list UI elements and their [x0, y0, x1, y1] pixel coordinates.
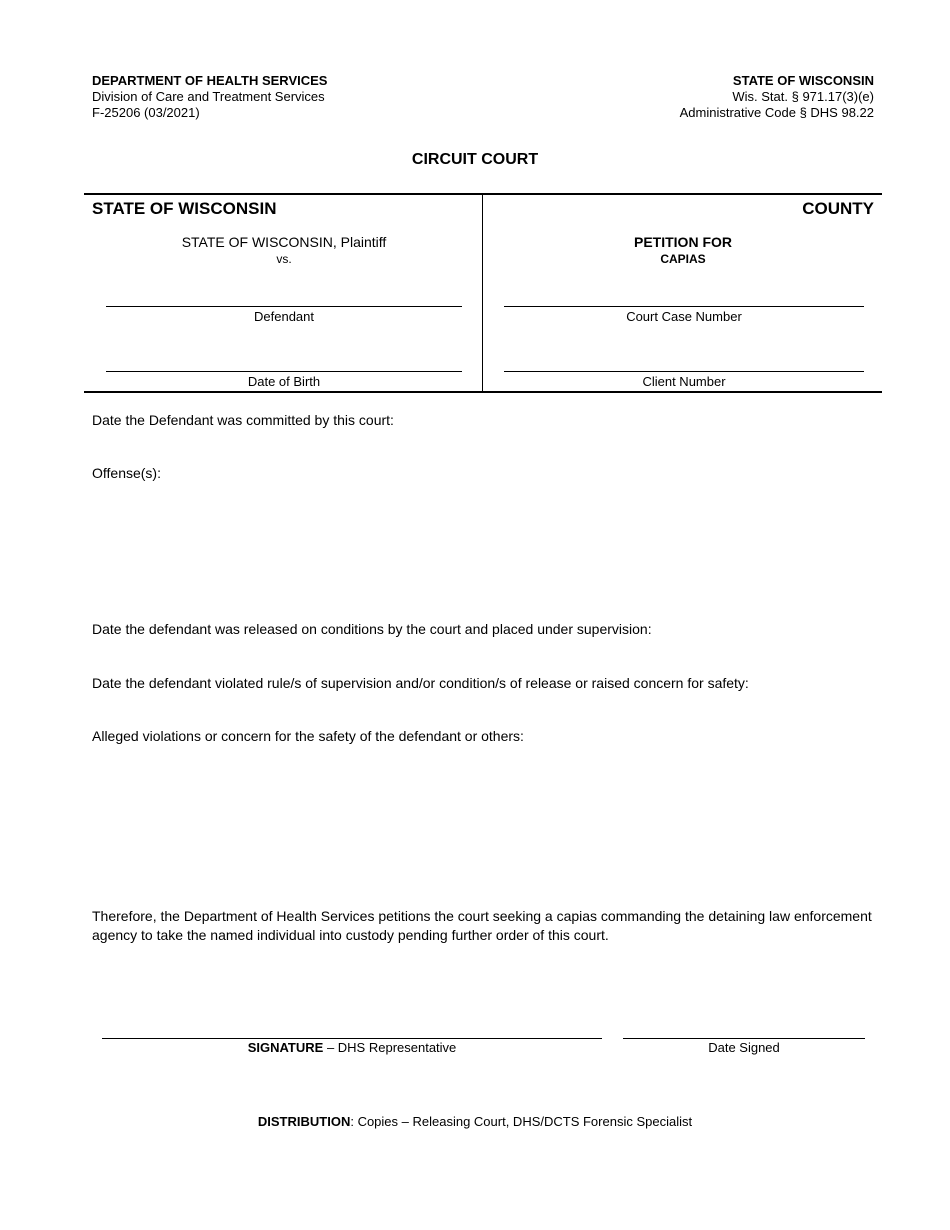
statute-reference: Wis. Stat. § 971.17(3)(e) [732, 89, 874, 104]
client-number-label: Client Number [642, 374, 726, 389]
distribution-note [0, 1114, 950, 1129]
distribution-label-bold: DISTRIBUTION [257, 1114, 351, 1129]
county-label: COUNTY [802, 199, 874, 218]
header-left [92, 73, 327, 121]
court-case-number-label: Court Case Number [626, 309, 742, 324]
caption-state-label: STATE OF WISCONSIN [92, 199, 277, 218]
committed-date-label: Date the Defendant was committed by this court: [92, 412, 394, 428]
signature-label-bold: SIGNATURE [247, 1040, 324, 1055]
vs-label: vs. [276, 252, 292, 266]
date-signed-field[interactable] [623, 1038, 865, 1039]
date-of-birth-field[interactable] [106, 371, 462, 372]
defendant-field[interactable] [106, 306, 462, 307]
released-date-label: Date the defendant was released on conditions by the court and placed under supervision: [92, 621, 652, 637]
violated-date-label: Date the defendant violated rule/s of supervision and/or condition/s of release or raised concern for safety: [92, 675, 749, 691]
capias-label: CAPIAS [660, 252, 706, 266]
court-case-number-field[interactable] [504, 306, 864, 307]
form-number: F-25206 (03/2021) [92, 105, 200, 120]
petition-for-label: PETITION FOR [634, 234, 732, 250]
defendant-label: Defendant [254, 309, 314, 324]
signature-label [102, 1040, 602, 1055]
therefore-paragraph: Therefore, the Department of Health Services petitions the court seeking a capias commanding the detaining law enforcement agency to take the named individual into custody pending further order of this court. [92, 908, 872, 943]
date-of-birth-label: Date of Birth [247, 374, 321, 389]
plaintiff-label: STATE OF WISCONSIN, Plaintiff [181, 234, 387, 250]
header-right [680, 73, 874, 121]
caption-divider [482, 195, 483, 393]
division-name: Division of Care and Treatment Services [92, 89, 325, 104]
department-name: DEPARTMENT OF HEALTH SERVICES [92, 73, 328, 88]
offenses-label: Offense(s): [92, 465, 161, 481]
signature-label-rest: – DHS Representative [323, 1040, 457, 1055]
signature-field[interactable] [102, 1038, 602, 1039]
distribution-label-rest: : Copies – Releasing Court, DHS/DCTS Forensic Specialist [350, 1114, 693, 1129]
admin-code-reference: Administrative Code § DHS 98.22 [679, 105, 874, 120]
page-title: CIRCUIT COURT [411, 151, 539, 168]
alleged-violations-label: Alleged violations or concern for the safety of the defendant or others: [92, 728, 524, 744]
caption-box [84, 193, 882, 393]
date-signed-label: Date Signed [708, 1040, 780, 1055]
header-state: STATE OF WISCONSIN [732, 73, 874, 88]
client-number-field[interactable] [504, 371, 864, 372]
